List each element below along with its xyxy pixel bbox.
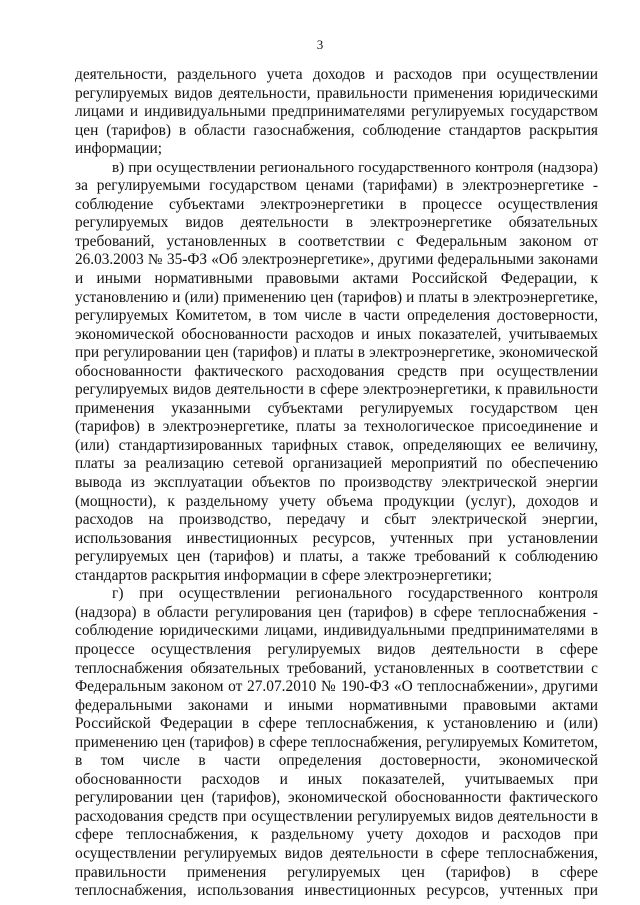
- text-line: (тарифов) в электроэнергетике, платы за технологическое присоединение и: [75, 418, 598, 436]
- text-line: регулируемых видов деятельности в электроэнергетике обязательных: [75, 214, 598, 232]
- text-line: регулируемых цен (тарифов) и платы, а также требований к соблюдению: [75, 548, 598, 566]
- text-line: использования инвестиционных ресурсов, учтенных при установлении: [75, 529, 598, 547]
- text-line: г) при осуществлении регионального государственного контроля: [112, 585, 598, 603]
- text-line: информации;: [75, 140, 163, 158]
- text-line: и иными нормативными правовыми актами Российской Федерации, к: [75, 270, 598, 288]
- text-line: теплоснабжения обязательных требований, установленных в соответствии с: [75, 659, 598, 677]
- text-line: в том числе в части определения достоверности, экономической: [75, 752, 598, 770]
- text-line: (или) стандартизированных тарифных ставок, определяющих ее величину,: [75, 436, 598, 454]
- text-line: регулировании цен (тарифов), экономической обоснованности фактического: [75, 789, 598, 807]
- text-line: вывода из эксплуатации объектов по производству электрической энергии: [75, 474, 598, 492]
- text-line: (мощности), к раздельному учету объема продукции (услуг), доходов и: [75, 492, 598, 510]
- text-line: применению цен (тарифов) в сфере теплоснабжения, регулируемых Комитетом,: [75, 733, 598, 751]
- text-line: сфере теплоснабжения, к раздельному учету доходов и расходов при: [75, 826, 598, 844]
- text-line: экономической обоснованности расходов и иных показателей, учитываемых: [75, 325, 598, 343]
- text-line: регулируемых Комитетом, в том числе в части определения достоверности,: [75, 307, 598, 325]
- text-line: расходов на производство, передачу и сбыт электрической энергии,: [75, 511, 598, 529]
- text-line: в) при осуществлении регионального государственного контроля (надзора): [112, 159, 598, 176]
- text-line: обоснованности расходов и иных показателей, учитываемых при: [75, 770, 598, 788]
- text-line: соблюдение юридическими лицами, индивидуальными предпринимателями в: [75, 622, 598, 640]
- text-line: расходования средств при осуществлении регулируемых видов деятельности в: [75, 807, 598, 825]
- text-line: правильности применения регулируемых цен (тарифов) в сфере: [75, 863, 598, 881]
- text-line: установлению и (или) применению цен (тарифов) и платы в электроэнергетике,: [75, 288, 598, 306]
- text-line: теплоснабжения, использования инвестиционных ресурсов, учтенных при: [75, 882, 598, 900]
- text-line: 26.03.2003 № 35-ФЗ «Об электроэнергетике», другими федеральными законами: [75, 251, 598, 269]
- text-line: стандартов раскрытия информации в сфере электроэнергетики;: [75, 566, 492, 584]
- text-line: регулируемых видов деятельности в сфере электроэнергетики, к правильности: [75, 381, 598, 399]
- text-line: лицами и индивидуальными предпринимателями регулируемых государством: [75, 103, 598, 121]
- text-line: требований, установленных в соответствии с Федеральным законом от: [75, 232, 598, 250]
- text-line: деятельности, раздельного учета доходов и расходов при осуществлении: [75, 66, 598, 83]
- text-line: Российской Федерации в сфере теплоснабжения, к установлению и (или): [75, 715, 598, 733]
- text-line: платы за реализацию сетевой организацией мероприятий по обеспечению: [75, 455, 598, 473]
- text-line: цен (тарифов) в области газоснабжения, соблюдение стандартов раскрытия: [75, 121, 598, 139]
- text-line: (надзора) в области регулирования цен (тарифов) в сфере теплоснабжения -: [75, 603, 598, 621]
- paragraph-continuation: [75, 66, 598, 159]
- document-body: [75, 66, 598, 901]
- text-line: соблюдение субъектами электроэнергетики в процессе осуществления: [75, 195, 598, 213]
- text-line: федеральными законами и иными нормативными правовыми актами: [75, 696, 598, 714]
- text-line: Федеральным законом от 27.07.2010 № 190-ФЗ «О теплоснабжении», другими: [75, 678, 598, 696]
- paragraph-item-v: [75, 159, 598, 586]
- text-line: применения указанными субъектами регулируемых государством цен: [75, 399, 598, 417]
- text-line: при регулировании цен (тарифов) и платы в электроэнергетике, экономической: [75, 344, 598, 362]
- text-line: процессе осуществления регулируемых видов деятельности в сфере: [75, 640, 598, 658]
- text-line: обоснованности фактического расходования средств при осуществлении: [75, 362, 598, 380]
- text-line: регулируемых видов деятельности, правильности применения юридическими: [75, 84, 598, 102]
- text-line: осуществлении регулируемых видов деятельности в сфере теплоснабжения,: [75, 844, 598, 862]
- text-line: за регулируемыми государством ценами (тарифами) в электроэнергетике -: [75, 177, 598, 195]
- page-number: 3: [316, 37, 324, 52]
- paragraph-item-g: [75, 585, 598, 900]
